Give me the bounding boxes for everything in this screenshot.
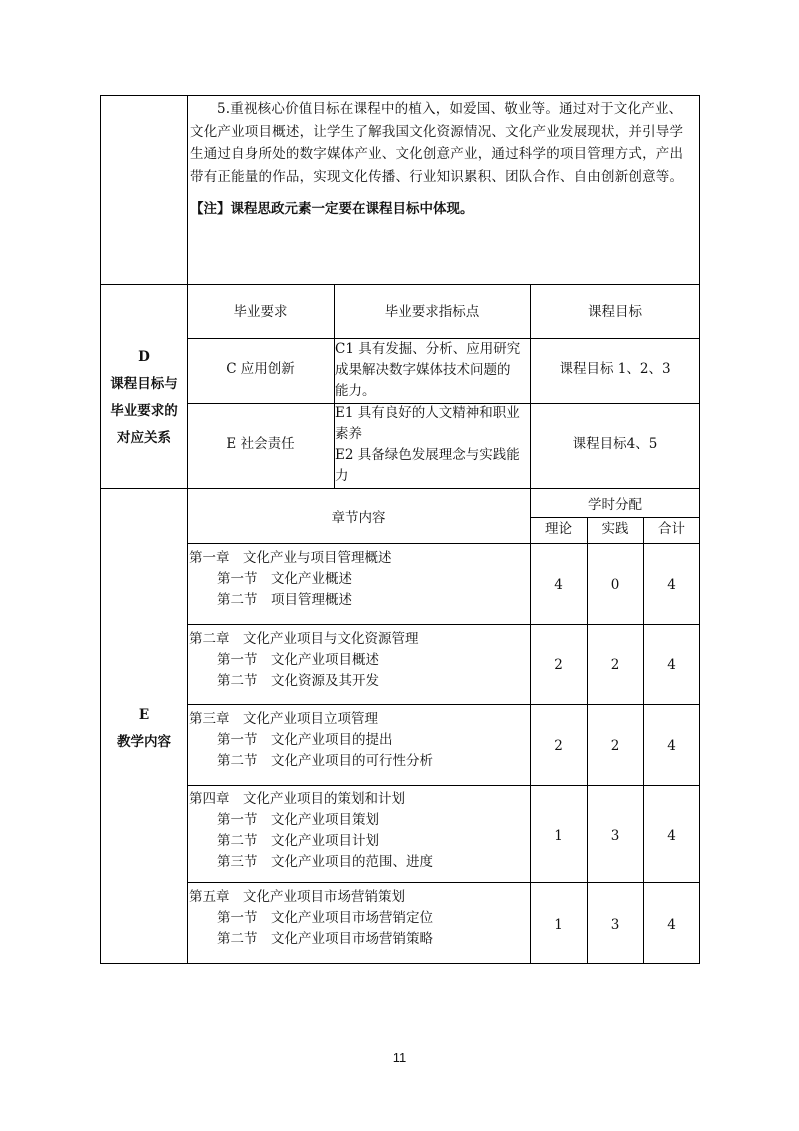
section-e-label (100, 702, 188, 756)
d-row-2-indicator (335, 403, 530, 487)
e-header-chapter: 章节内容 (331, 510, 386, 526)
e-col-divider-theory (530, 488, 531, 964)
section-d-label-line-1: 课程目标与 (110, 376, 178, 392)
e-chapter-2-bottom (187, 704, 700, 705)
chapter-2-content (189, 629, 419, 692)
chapter-5-total: 4 (667, 917, 676, 933)
section-e-label-text: 教学内容 (117, 734, 171, 750)
chapter-3-practice: 2 (610, 738, 620, 754)
section-d-label-line-2: 毕业要求的 (110, 403, 178, 419)
section-c-paragraph: 5.重视核心价值目标在课程中的植入，如爱国、敬业等。通过对于文化产业、文化产业项目概述，让学生了解我国文化资源情况、文化产业发展现状，并引导学生通过自身所处的数字媒体产业、文化创意产业，通过科学的项目管理方式，产出带有正能量的作品，实现文化传播、行业知识累积、团队合作、自由创新创意等。 (190, 101, 684, 185)
chapter-4-total: 4 (667, 828, 676, 844)
d-row-2-indicator-line-2: 素养 (335, 426, 362, 442)
d-row-2-requirement: E 社会责任 (226, 436, 295, 452)
section-d-letter: D (138, 349, 150, 365)
d-row-2-indicator-line-3: E2 具备绿色发展理念与实践能 (335, 447, 520, 463)
d-header-indicator: 毕业要求指标点 (384, 304, 480, 320)
chapter-2-practice: 2 (610, 657, 620, 673)
e-header-hours: 学时分配 (588, 497, 642, 513)
chapter-3-theory: 2 (554, 738, 563, 754)
e-chapter-1-bottom (187, 624, 700, 625)
chapter-5-section-2: 第二节 文化产业项目市场营销策略 (217, 931, 433, 947)
chapter-2-section-1: 第一节 文化产业项目概述 (217, 652, 379, 668)
chapter-4-section-3: 第三节 文化产业项目的范围、进度 (217, 854, 433, 870)
chapter-4-theory: 1 (554, 828, 563, 844)
e-header-theory: 理论 (545, 521, 572, 537)
e-header-total: 合计 (658, 521, 685, 537)
section-d-label (100, 344, 188, 452)
d-header-goals: 课程目标 (588, 304, 642, 320)
e-header-bottom (187, 543, 700, 544)
chapter-5-content (189, 887, 433, 950)
chapter-2-theory: 2 (554, 657, 563, 673)
d-row-1-indicator-line-3: 能力。 (335, 383, 376, 399)
chapter-3-content (189, 709, 433, 772)
chapter-2-title: 第二章 文化产业项目与文化资源管理 (189, 631, 419, 647)
e-chapter-3-bottom (187, 785, 700, 786)
chapter-4-section-2: 第二节 文化产业项目计划 (217, 833, 379, 849)
chapter-5-title: 第五章 文化产业项目市场营销策划 (189, 889, 405, 905)
page-number: 11 (392, 1050, 407, 1065)
d-row-2-goals: 课程目标4、5 (572, 436, 658, 452)
d-row-2-indicator-line-1: E1 具有良好的人文精神和职业 (335, 405, 520, 421)
chapter-1-content (189, 548, 392, 611)
chapter-1-total: 4 (667, 577, 676, 593)
section-c-bottom-border (100, 284, 700, 285)
chapter-2-total: 4 (667, 657, 676, 673)
d-header-requirement: 毕业要求 (233, 304, 288, 320)
chapter-4-title: 第四章 文化产业项目的策划和计划 (189, 791, 405, 807)
chapter-2-section-2: 第二节 文化资源及其开发 (217, 673, 379, 689)
chapter-3-section-2: 第二节 文化产业项目的可行性分析 (217, 753, 433, 769)
chapter-1-title: 第一章 文化产业与项目管理概述 (189, 550, 392, 566)
e-chapter-4-bottom (187, 882, 700, 883)
section-d-bottom-border (100, 488, 700, 489)
d-row-1-indicator (335, 339, 530, 402)
chapter-5-section-1: 第一节 文化产业项目市场营销定位 (217, 910, 433, 926)
section-c-note: 【注】课程思政元素一定要在课程目标中体现。 (190, 201, 474, 217)
d-row-1-goals: 课程目标 1、2、3 (559, 361, 671, 377)
chapter-1-section-1: 第一节 文化产业概述 (217, 571, 352, 587)
chapter-1-theory: 4 (554, 577, 563, 593)
label-column-divider (187, 95, 188, 964)
chapter-4-section-1: 第一节 文化产业项目策划 (217, 812, 379, 828)
chapter-5-theory: 1 (554, 917, 563, 933)
d-row-1-indicator-line-1: C1 具有发掘、分析、应用研究 (335, 341, 521, 357)
e-hours-header-split (530, 517, 700, 518)
chapter-3-section-1: 第一节 文化产业项目的提出 (217, 732, 393, 748)
chapter-4-content (189, 789, 433, 873)
chapter-5-practice: 3 (610, 917, 620, 933)
chapter-4-practice: 3 (610, 828, 620, 844)
chapter-1-section-2: 第二节 项目管理概述 (217, 592, 352, 608)
e-header-practice: 实践 (601, 521, 629, 537)
section-e-letter: E (138, 707, 150, 723)
d-row-2-indicator-line-4: 力 (335, 468, 349, 484)
chapter-1-practice: 0 (610, 577, 620, 593)
d-row-1-requirement: C 应用创新 (226, 361, 295, 377)
d-row-1-indicator-line-2: 成果解决数字媒体技术问题的 (335, 362, 511, 378)
chapter-3-total: 4 (667, 738, 676, 754)
section-d-label-line-3: 对应关系 (117, 430, 171, 446)
chapter-3-title: 第三章 文化产业项目立项管理 (189, 711, 378, 727)
